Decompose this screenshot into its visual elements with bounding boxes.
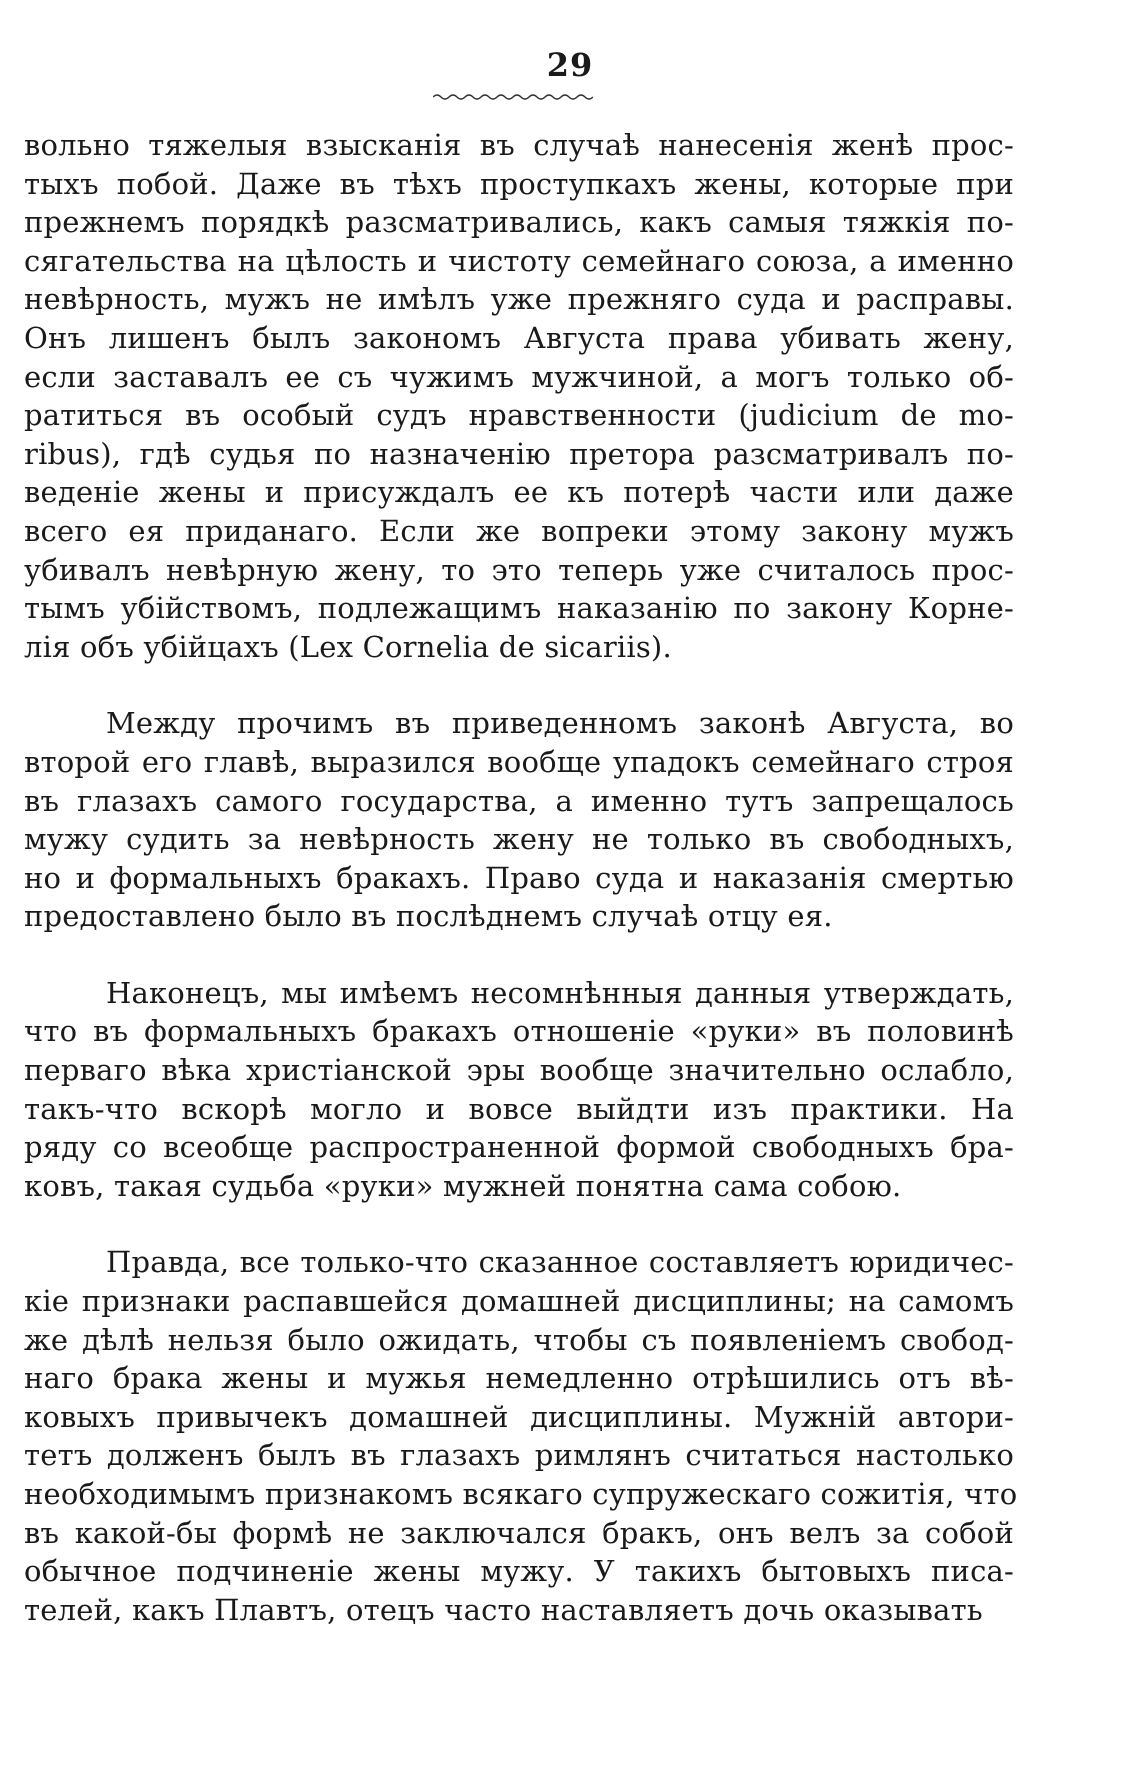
text-line: Наконецъ, мы имѣемъ несомнѣнныя данныя утверждать, [106, 975, 1014, 1010]
text-line: необходимымъ признакомъ всякаго супружескаго сожитія, что [24, 1477, 1018, 1511]
text-line: ряду со всеобще распространенной формой свободныхъ бра- [24, 1130, 1014, 1165]
text-line: что въ формальныхъ бракахъ отношеніе «руки» въ половинѣ [24, 1014, 1014, 1049]
wavy-rule-ornament [433, 92, 593, 102]
text-line: же дѣлѣ нельзя было ожидать, чтобы съ появленіемъ свобод- [24, 1322, 1014, 1357]
text-line: тымъ убійствомъ, подлежащимъ наказанію по закону Корне- [24, 591, 1014, 626]
text-line: Правда, все только-что сказанное составляетъ юридичес- [106, 1245, 1014, 1280]
text-line: Между прочимъ въ приведенномъ законѣ Августа, во [106, 706, 1014, 741]
text-line: убивалъ невѣрную жену, то это теперь уже считалось прос- [24, 552, 1014, 587]
text-line: вольно тяжелыя взысканія въ случаѣ нанесенія женѣ прос- [24, 128, 1014, 162]
text-line: всего ея приданаго. Если же вопреки этому закону мужъ [24, 513, 1014, 548]
text-line: обычное подчиненіе жены мужу. У такихъ бытовыхъ писа- [24, 1554, 1014, 1589]
text-line: наго брака жены и мужья немедленно отрѣшились отъ вѣ- [24, 1361, 1014, 1396]
text-line: перваго вѣка христіанской эры вообще значительно ослабло, [24, 1053, 1014, 1088]
paragraph [24, 126, 1014, 666]
paragraph [24, 704, 1014, 936]
text-line: веденіе жены и присуждалъ ее къ потерѣ части или даже [24, 475, 1014, 510]
text-line: прежнемъ порядкѣ разсматривались, какъ самыя тяжкія по- [24, 205, 1014, 240]
paragraph [24, 1243, 1018, 1629]
text-line: ратиться въ особый судъ нравственности (judicium de mo- [24, 398, 1014, 433]
paragraph [24, 974, 1014, 1206]
text-line: въ какой-бы формѣ не заключался бракъ, онъ велъ за собой [24, 1515, 1014, 1550]
text-line: если заставалъ ее съ чужимъ мужчиной, а могъ только об- [24, 359, 1014, 394]
body-text [24, 126, 1018, 1629]
text-line: предоставлено было въ послѣднемъ случаѣ отцу ея. [24, 899, 833, 934]
text-line: Онъ лишенъ былъ закономъ Августа права убивать жену, [24, 320, 1014, 355]
text-line: тетъ долженъ былъ въ глазахъ римлянъ считаться настолько [24, 1438, 1014, 1473]
text-line: лія объ убійцахъ (Lex Cornelia de sicariis). [24, 629, 672, 664]
text-line: ковыхъ привычекъ домашней дисциплины. Мужній автори- [24, 1399, 1014, 1434]
page-number: 29 [546, 46, 594, 84]
text-line: такъ-что вскорѣ могло и вовсе выйдти изъ практики. На [24, 1091, 1014, 1126]
text-line: тыхъ побой. Даже въ тѣхъ проступкахъ жены, которые при [24, 166, 1014, 201]
text-line: телей, какъ Плавтъ, отецъ часто наставляетъ дочь оказывать [24, 1592, 983, 1627]
text-line: ковъ, такая судьба «руки» мужней понятна сама собою. [24, 1168, 902, 1203]
text-line: ribus), гдѣ судья по назначенію претора разсматривалъ по- [24, 436, 1014, 471]
text-line: но и формальныхъ бракахъ. Право суда и наказанія смертью [24, 860, 1014, 895]
text-line: кіе признаки распавшейся домашней дисциплины; на самомъ [24, 1284, 1014, 1319]
text-line: мужу судить за невѣрность жену не только въ свободныхъ, [24, 822, 1014, 857]
text-line: въ глазахъ самого государства, а именно тутъ запрещалось [24, 783, 1014, 818]
text-line: второй его главѣ, выразился вообще упадокъ семейнаго строя [24, 744, 1014, 779]
text-line: невѣрность, мужъ не имѣлъ уже прежняго суда и расправы. [24, 282, 1014, 317]
text-line: сягательства на цѣлость и чистоту семейнаго союза, а именно [24, 243, 1014, 278]
